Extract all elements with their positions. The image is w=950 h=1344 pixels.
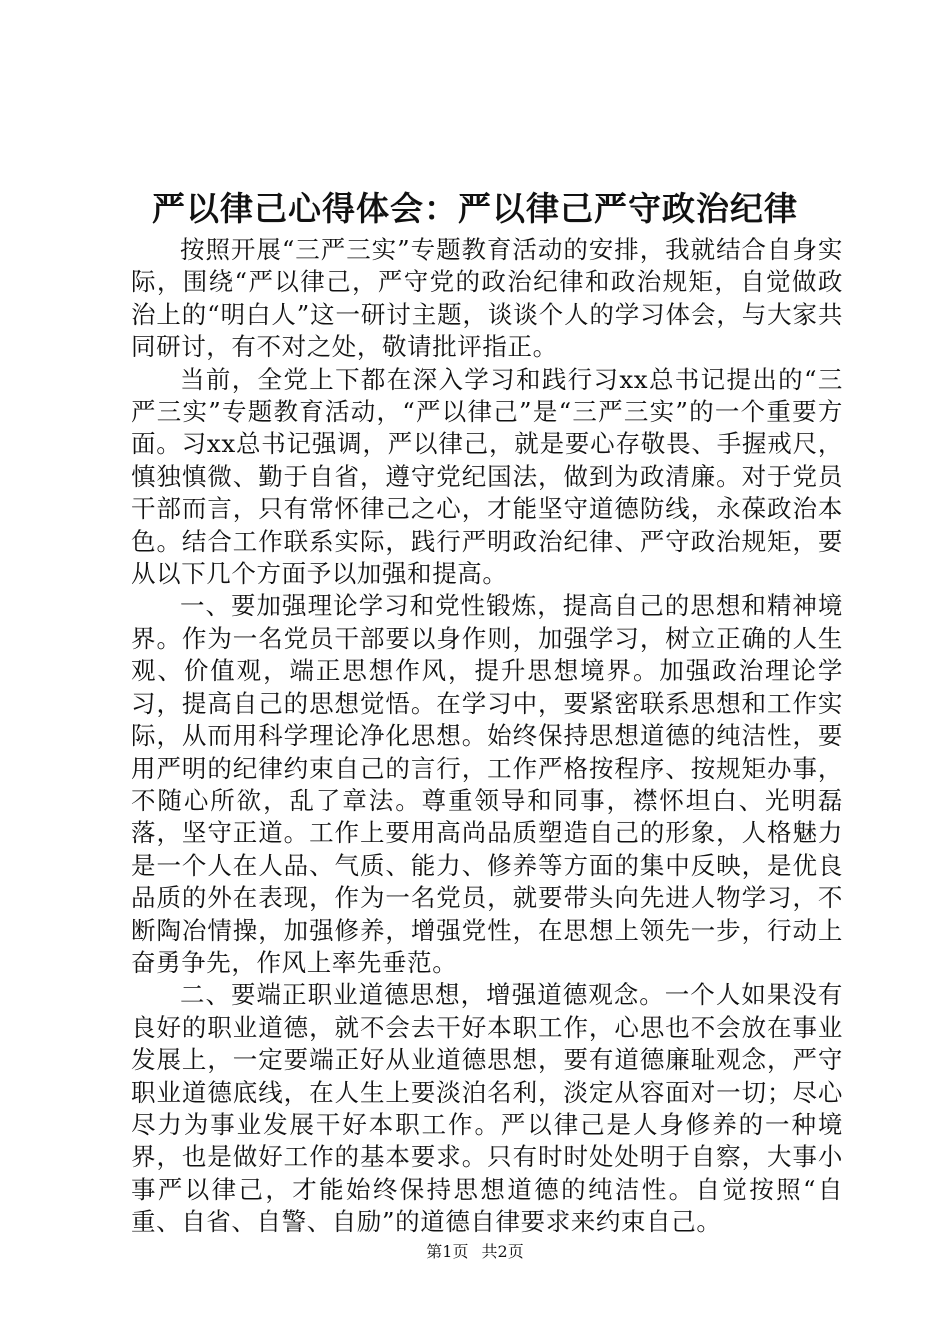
page-number-current: 第1页 (426, 1242, 469, 1261)
paragraph-context: 当前，全党上下都在深入学习和践行习xx总书记提出的“三严三实”专题教育活动，“严以律己”是“三严三实”的一个重要方面。习xx总书记强调，严以律己，就是要心存敬畏、手握戒尺，慎独慎微、勤于自省，遵守党纪国法，做到为政清廉。对于党员干部而言，只有常怀律己之心，才能坚守道德防线，永葆政治本色。结合工作联系实际，践行严明政治纪律、严守政治规矩，要从以下几个方面予以加强和提高。 (131, 364, 843, 589)
paragraph-point-one: 一、要加强理论学习和党性锻炼，提高自己的思想和精神境界。作为一名党员干部要以身作则，加强学习，树立正确的人生观、价值观，端正思想作风，提升思想境界。加强政治理论学习，提高自己的思想觉悟。在学习中，要紧密联系思想和工作实际，从而用科学理论净化思想。始终保持思想道德的纯洁性，要用严明的纪律约束自己的言行，工作严格按程序、按规矩办事，不随心所欲，乱了章法。尊重领导和同事，襟怀坦白、光明磊落，坚守正道。工作上要用高尚品质塑造自己的形象，人格魅力是一个人在人品、气质、能力、修养等方面的集中反映，是优良品质的外在表现，作为一名党员，就要带头向先进人物学习，不断陶冶情操，加强修养，增强党性，在思想上领先一步，行动上奋勇争先，作风上率先垂范。 (131, 591, 843, 977)
paragraph-intro: 按照开展“三严三实”专题教育活动的安排，我就结合自身实际，围绕“严以律己，严守党的政治纪律和政治规矩，自觉做政治上的“明白人”这一研讨主题，谈谈个人的学习体会，与大家共同研讨，有不对之处，敬请批评指正。 (131, 235, 843, 362)
document-body (131, 234, 843, 1239)
document-title: 严以律己心得体会：严以律己严守政治纪律 (152, 189, 798, 228)
paragraph-point-two: 二、要端正职业道德思想，增强道德观念。一个人如果没有良好的职业道德，就不会去干好本职工作，心思也不会放在事业发展上，一定要端正好从业道德思想，要有道德廉耻观念，严守职业道德底线，在人生上要淡泊名利，淡定从容面对一切；尽心尽力为事业发展干好本职工作。严以律己是人身修养的一种境界，也是做好工作的基本要求。只有时时处处明于自察，大事小事严以律己，才能始终保持思想道德的纯洁性。自觉按照“自重、自省、自警、自励”的道德自律要求来约束自己。 (131, 980, 843, 1237)
page-number-total: 共2页 (481, 1242, 524, 1261)
page-footer (0, 1240, 950, 1264)
